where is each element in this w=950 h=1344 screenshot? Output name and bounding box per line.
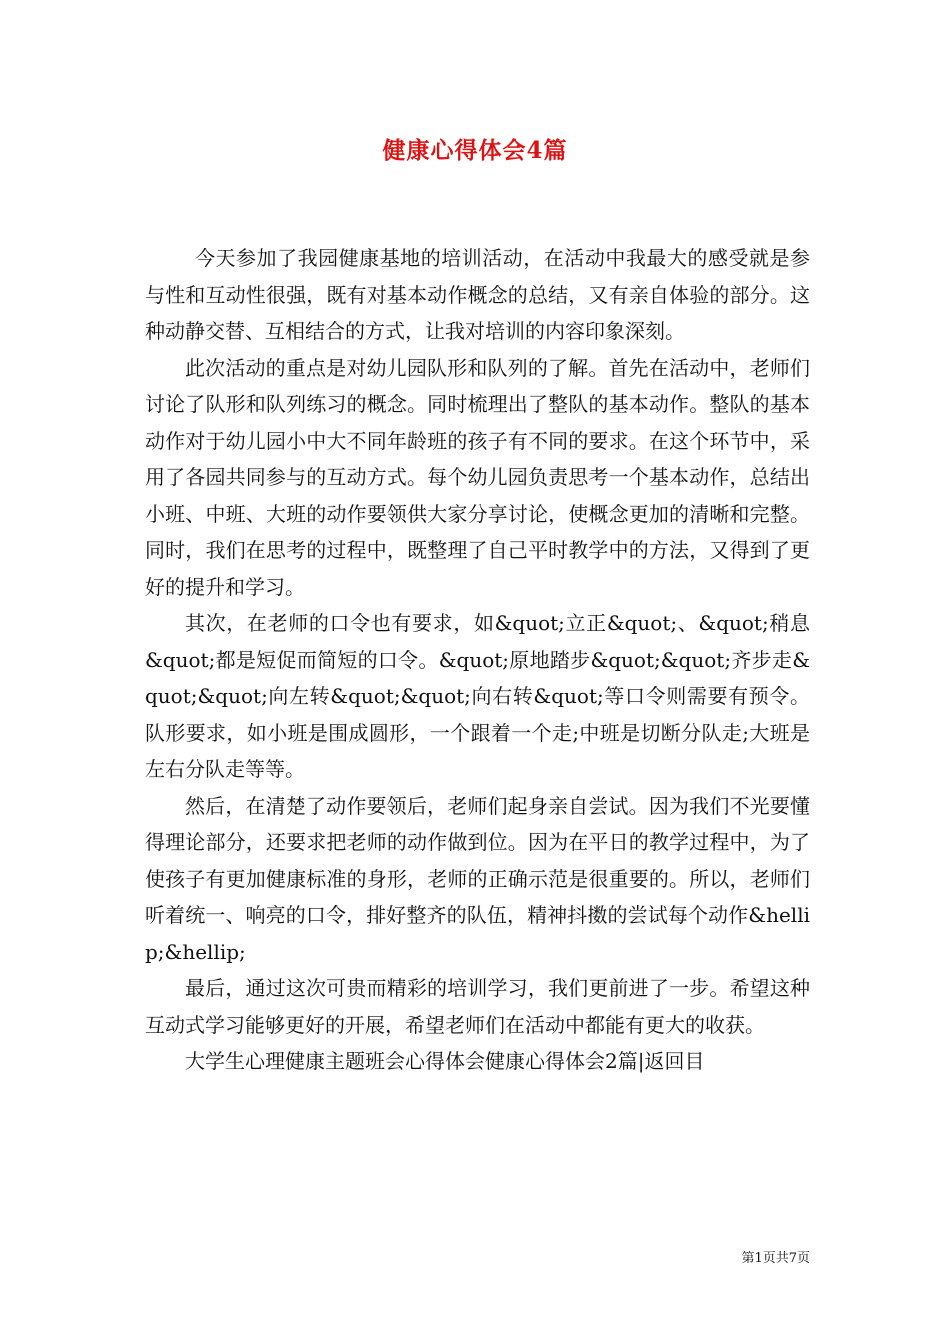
document-title: 健康心得体会4篇 [382, 137, 568, 164]
paragraph-2: 此次活动的重点是对幼儿园队形和队列的了解。首先在活动中，老师们讨论了队形和队列练习的概念。同时梳理出了整队的基本动作。整队的基本动作对于幼儿园小中大不同年龄班的孩子有不同的要求。在这个环节中，采用了各园共同参与的互动方式。每个幼儿园负责思考一个基本动作，总结出小班、中班、大班的动作要领供大家分享讨论，使概念更加的清晰和完整。同时，我们在思考的过程中，既整理了自己平时教学中的方法，又得到了更好的提升和学习。 [145, 355, 810, 599]
paragraph-6: 大学生心理健康主题班会心得体会健康心得体会2篇|返回目 [185, 1049, 705, 1073]
page-number: 第1页共7页 [741, 1251, 810, 1266]
paragraph-1: 今天参加了我园健康基地的培训活动，在活动中我最大的感受就是参与性和互动性很强，既有对基本动作概念的总结，又有亲自体验的部分。这种动静交替、互相结合的方式，让我对培训的内容印象深刻。 [145, 246, 810, 343]
document-body [145, 240, 810, 1080]
paragraph-3: 其次，在老师的口令也有要求，如&quot;立正&quot;、&quot;稍息&quot;都是短促而简短的口令。&quot;原地踏步&quot;&quot;齐步走&quot;&quot;向左转&quot;&quot;向右转&quot;等口令则需要有预令。队形要求，如小班是围成圆形，一个跟着一个走;中班是切断分队走;大班是左右分队走等等。 [145, 611, 810, 781]
paragraph-5: 最后，通过这次可贵而精彩的培训学习，我们更前进了一步。希望这种互动式学习能够更好的开展，希望老师们在活动中都能有更大的收获。 [145, 976, 810, 1037]
paragraph-4: 然后，在清楚了动作要领后，老师们起身亲自尝试。因为我们不光要懂得理论部分，还要求把老师的动作做到位。因为在平日的教学过程中，为了使孩子有更加健康标准的身形，老师的正确示范是很重要的。所以，老师们听着统一、响亮的口令，排好整齐的队伍，精神抖擞的尝试每个动作&hellip;&hellip; [145, 793, 810, 964]
